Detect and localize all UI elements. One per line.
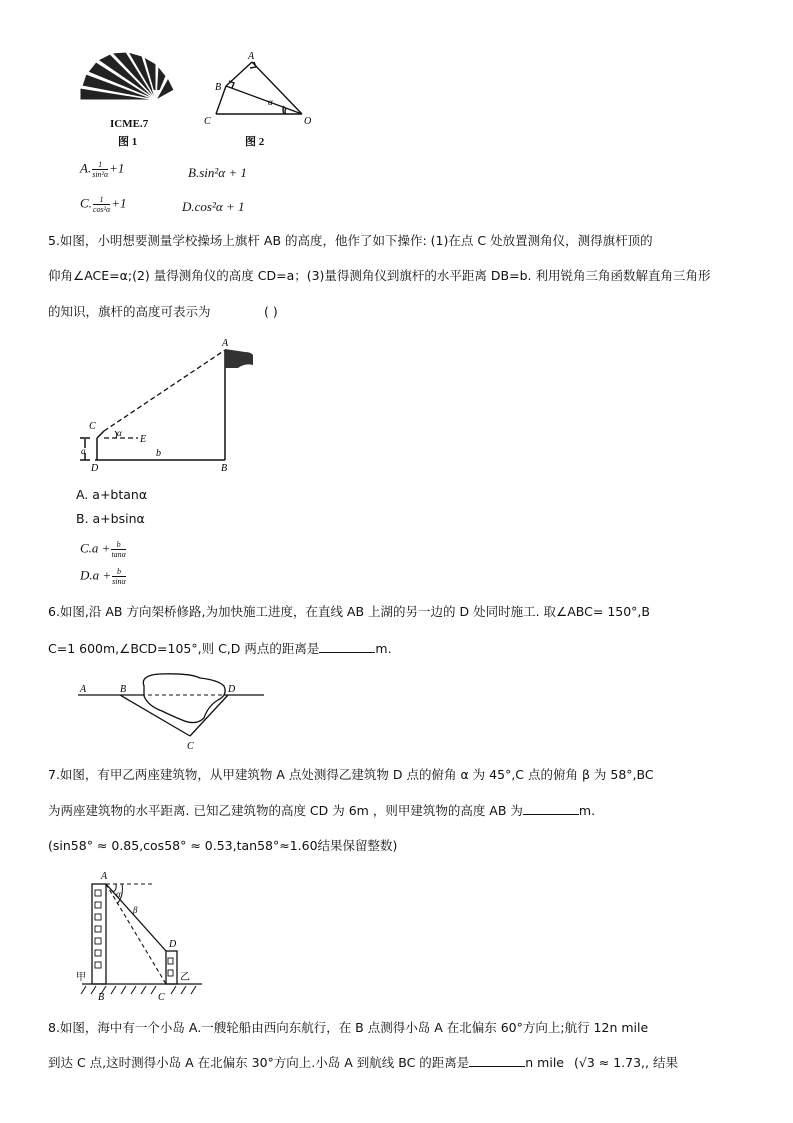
q8-answer-blank[interactable]	[469, 1055, 525, 1067]
q7-line-1: 7.如图，有甲乙两座建筑物，从甲建筑物 A 点处测得乙建筑物 D 点的俯角 α 为 45°,C 点的俯角 β 为 58°,BC	[48, 767, 654, 782]
q4-option-d: D.cos²α + 1	[182, 199, 245, 214]
q5-option-c: C.a + $\frac{b}{\tan\alpha}$	[80, 540, 126, 559]
q5-line-2: 仰角∠ACE=α;(2) 量得测角仪的高度 CD=a；(3)量得测角仪到旗杆的水平距离 DB=b. 利用锐角三角函数解直角三角形	[48, 268, 711, 283]
q6-line-2: C=1 600m,∠BCD=105°,则 C,D 两点的距离是 m.	[48, 641, 392, 656]
q5-label-E: E	[140, 434, 147, 445]
fig2-label-C: C	[204, 116, 211, 127]
q5-label-a: a	[81, 446, 86, 456]
q5-option-d: D.a + $\frac{b}{\sin\alpha}$	[80, 567, 126, 586]
q5-label-alpha: α	[117, 428, 122, 438]
q7-buildings-figure	[62, 866, 207, 1004]
q7-label-B: B	[98, 992, 105, 1003]
q6-label-A: A	[80, 684, 87, 695]
q5-label-B: B	[221, 463, 228, 474]
q7-label-A: A	[101, 871, 108, 882]
fig2-label-O: O	[304, 116, 312, 127]
q5-label-A: A	[222, 338, 229, 349]
q5-label-b: b	[156, 448, 161, 459]
q7-line-3: (sin58° ≈ 0.85,cos58° ≈ 0.53,tan58°≈1.60结果保留整数)	[48, 838, 398, 853]
q7-label-C: C	[158, 992, 165, 1003]
q4-option-a: A. $\frac{1}{\text{sin²α}}$ +1	[80, 160, 125, 179]
q7-label-alpha: α	[116, 889, 121, 899]
q6-label-C: C	[187, 741, 194, 752]
q6-label-D: D	[228, 684, 236, 695]
q7-label-yi: 乙	[180, 972, 190, 983]
q7-line-2: 为两座建筑物的水平距离. 已知乙建筑物的高度 CD 为 6m ，则甲建筑物的高度 AB 为 m.	[48, 803, 596, 818]
q4-option-c: C. $\frac{1}{\text{cos²α}}$ +1	[80, 195, 127, 214]
figure-1-label: 图 1	[118, 136, 138, 148]
q8-line-2: 到达 C 点,这时测得小岛 A 在北偏东 30°方向上.小岛 A 到航线 BC 的距离是 n mile (√3 ≈ 1.73,, 结果	[48, 1055, 678, 1070]
figure-1-fan	[78, 50, 188, 118]
fig2-label-alpha: α	[268, 97, 273, 107]
q5-option-b: B. a+bsinα	[76, 511, 145, 526]
q5-line-3: 的知识，旗杆的高度可表示为	[48, 304, 211, 319]
figure-1-caption: ICME.7	[110, 118, 149, 130]
q8-line-1: 8.如图，海中有一个小岛 A.一艘轮船由西向东航行，在 B 点测得小岛 A 在北偏东 60°方向上;航行 12n mile	[48, 1020, 649, 1035]
q5-answer-paren: ( )	[264, 304, 278, 319]
q5-option-a: A. a+btanα	[76, 487, 148, 502]
q4-option-b: B.sin²α + 1	[188, 165, 247, 180]
q6-answer-blank[interactable]	[319, 641, 375, 653]
q6-lake-figure	[78, 670, 273, 756]
q7-label-D: D	[169, 939, 177, 950]
q6-label-B: B	[120, 684, 127, 695]
q5-label-C: C	[89, 421, 96, 432]
figure-2-triangle	[196, 48, 321, 130]
fig2-label-B: B	[215, 82, 222, 93]
fig2-label-A: A	[248, 51, 255, 62]
q7-label-jia: 甲	[76, 972, 86, 983]
q6-line-1: 6.如图,沿 AB 方向架桥修路,为加快施工进度，在直线 AB 上湖的另一边的 D 处同时施工. 取∠ABC= 150°,B	[48, 604, 650, 619]
q5-label-D: D	[91, 463, 99, 474]
figure-2-label: 图 2	[245, 136, 265, 148]
q5-line-1: 5.如图，小明想要测量学校操场上旗杆 AB 的高度，他作了如下操作: (1)在点 C 处放置测角仪，测得旗杆顶的	[48, 233, 653, 248]
q5-flagpole-figure	[78, 335, 263, 475]
q7-label-beta: β	[133, 905, 138, 915]
q7-answer-blank[interactable]	[523, 803, 579, 815]
